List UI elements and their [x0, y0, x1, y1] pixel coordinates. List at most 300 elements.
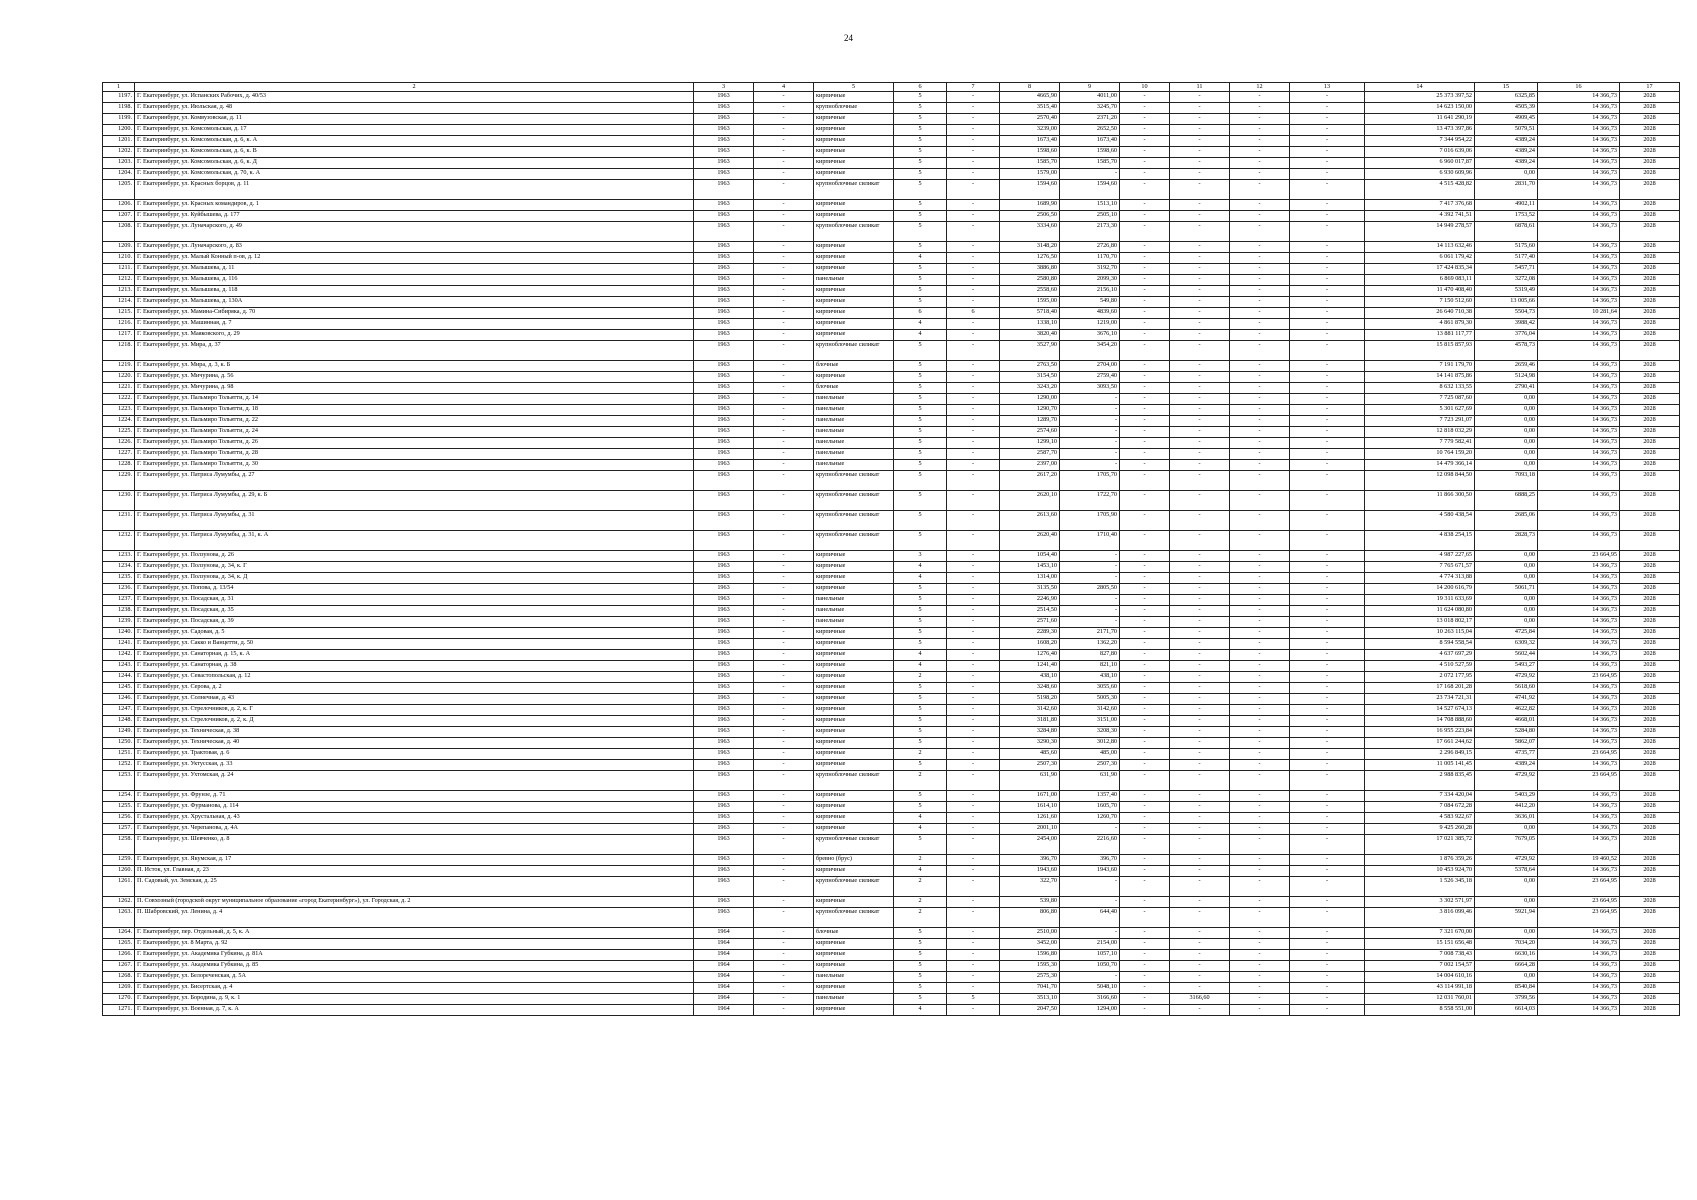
- table-cell-col-10: -: [1120, 222, 1170, 242]
- table-cell-col-12: -: [1230, 551, 1290, 562]
- table-cell-col-12: -: [1230, 264, 1290, 275]
- table-cell-col-8: 3135,50: [1000, 584, 1060, 595]
- table-cell-col-11: -: [1170, 716, 1230, 727]
- table-cell-col-6: 4: [894, 330, 947, 341]
- table-cell-col-4: -: [754, 562, 814, 573]
- table-cell-col-1: 1250.: [103, 738, 135, 749]
- table-cell-col-12: -: [1230, 595, 1290, 606]
- table-cell-col-10: -: [1120, 573, 1170, 584]
- table-cell-col-9: -: [1060, 606, 1120, 617]
- table-cell-col-12: -: [1230, 330, 1290, 341]
- table-cell-col-3: 1963: [694, 103, 754, 114]
- table-cell-col-12: -: [1230, 961, 1290, 972]
- table-cell-col-16: 14 366,73: [1538, 628, 1620, 639]
- table-cell-col-17: 2028: [1620, 661, 1680, 672]
- table-cell-col-10: -: [1120, 286, 1170, 297]
- table-cell-col-15: 6630,16: [1475, 950, 1538, 961]
- table-cell-col-3: 1963: [694, 264, 754, 275]
- table-cell-col-12: -: [1230, 180, 1290, 200]
- table-cell-col-8: 2620,10: [1000, 491, 1060, 511]
- table-cell-col-15: 7679,05: [1475, 835, 1538, 855]
- table-cell-col-8: 2574,60: [1000, 427, 1060, 438]
- table-row: [103, 416, 1680, 427]
- table-cell-col-5: кирпичные: [814, 297, 894, 308]
- table-cell-col-13: -: [1290, 427, 1365, 438]
- table-cell-col-9: 2216,60: [1060, 835, 1120, 855]
- table-cell-col-2: Г. Екатеринбург, ул. Комсомольская, д. 70, к. А: [135, 169, 694, 180]
- table-cell-col-3: 1963: [694, 449, 754, 460]
- table-cell-col-3: 1963: [694, 683, 754, 694]
- table-cell-col-4: -: [754, 661, 814, 672]
- table-cell-col-14: 17 424 835,34: [1365, 264, 1475, 275]
- table-cell-col-5: кирпичные: [814, 211, 894, 222]
- table-cell-col-1: 1261.: [103, 877, 135, 897]
- table-cell-col-14: 4 580 438,54: [1365, 511, 1475, 531]
- table-cell-col-12: -: [1230, 511, 1290, 531]
- table-cell-col-11: -: [1170, 438, 1230, 449]
- table-cell-col-10: -: [1120, 727, 1170, 738]
- table-cell-col-2: Г. Екатеринбург, ул. Бисертская, д. 4: [135, 983, 694, 994]
- table-cell-col-14: 10 453 924,70: [1365, 866, 1475, 877]
- table-cell-col-12: -: [1230, 405, 1290, 416]
- table-cell-col-12: -: [1230, 683, 1290, 694]
- table-cell-col-12: -: [1230, 771, 1290, 791]
- table-cell-col-4: -: [754, 705, 814, 716]
- table-cell-col-13: -: [1290, 683, 1365, 694]
- table-cell-col-2: Г. Екатеринбург, пер. Отдельный, д. 5, к. А: [135, 928, 694, 939]
- table-cell-col-16: 14 366,73: [1538, 584, 1620, 595]
- table-row: [103, 511, 1680, 531]
- table-cell-col-6: 5: [894, 716, 947, 727]
- column-number-cell: 2: [135, 83, 694, 92]
- table-cell-col-16: 14 366,73: [1538, 972, 1620, 983]
- table-cell-col-4: -: [754, 264, 814, 275]
- table-cell-col-4: -: [754, 383, 814, 394]
- table-cell-col-2: Г. Екатеринбург, ул. Черепанова, д. 4А: [135, 824, 694, 835]
- table-cell-col-13: -: [1290, 372, 1365, 383]
- table-cell-col-17: 2028: [1620, 242, 1680, 253]
- table-cell-col-8: 3452,00: [1000, 939, 1060, 950]
- table-cell-col-7: -: [947, 531, 1000, 551]
- table-row: [103, 405, 1680, 416]
- table-cell-col-9: 1260,70: [1060, 813, 1120, 824]
- table-cell-col-5: панельные: [814, 972, 894, 983]
- table-cell-col-5: крупноблочные силикат: [814, 491, 894, 511]
- table-cell-col-14: 23 734 721,31: [1365, 694, 1475, 705]
- table-cell-col-15: 0,00: [1475, 405, 1538, 416]
- table-cell-col-12: -: [1230, 617, 1290, 628]
- table-cell-col-7: -: [947, 802, 1000, 813]
- table-cell-col-1: 1253.: [103, 771, 135, 791]
- table-cell-col-9: 2099,30: [1060, 275, 1120, 286]
- table-cell-col-1: 1205.: [103, 180, 135, 200]
- table-cell-col-15: 13 005,66: [1475, 297, 1538, 308]
- table-cell-col-6: 5: [894, 683, 947, 694]
- table-cell-col-5: панельные: [814, 449, 894, 460]
- table-cell-col-15: 0,00: [1475, 551, 1538, 562]
- table-cell-col-16: 14 366,73: [1538, 716, 1620, 727]
- table-cell-col-12: -: [1230, 416, 1290, 427]
- table-cell-col-11: -: [1170, 136, 1230, 147]
- table-cell-col-1: 1197.: [103, 92, 135, 103]
- table-cell-col-9: -: [1060, 427, 1120, 438]
- table-cell-col-10: -: [1120, 147, 1170, 158]
- table-cell-col-9: 2704,00: [1060, 361, 1120, 372]
- table-cell-col-10: -: [1120, 275, 1170, 286]
- table-cell-col-8: 2514,50: [1000, 606, 1060, 617]
- table-cell-col-7: -: [947, 92, 1000, 103]
- table-cell-col-17: 2028: [1620, 683, 1680, 694]
- table-cell-col-5: кирпичные: [814, 813, 894, 824]
- table-cell-col-4: -: [754, 771, 814, 791]
- table-row: [103, 275, 1680, 286]
- table-cell-col-6: 5: [894, 242, 947, 253]
- table-cell-col-6: 5: [894, 606, 947, 617]
- table-cell-col-15: 0,00: [1475, 897, 1538, 908]
- table-cell-col-14: 4 392 741,51: [1365, 211, 1475, 222]
- table-row: [103, 771, 1680, 791]
- table-cell-col-14: 11 624 080,80: [1365, 606, 1475, 617]
- table-cell-col-5: кирпичные: [814, 983, 894, 994]
- table-cell-col-7: 6: [947, 308, 1000, 319]
- table-cell-col-13: -: [1290, 562, 1365, 573]
- table-cell-col-16: 14 366,73: [1538, 264, 1620, 275]
- table-row: [103, 672, 1680, 683]
- table-cell-col-5: крупноблочные силикат: [814, 908, 894, 928]
- table-cell-col-10: -: [1120, 595, 1170, 606]
- table-cell-col-13: -: [1290, 242, 1365, 253]
- table-cell-col-16: 14 366,73: [1538, 738, 1620, 749]
- table-row: [103, 222, 1680, 242]
- table-cell-col-13: -: [1290, 383, 1365, 394]
- table-cell-col-17: 2028: [1620, 595, 1680, 606]
- table-cell-col-14: 3 302 571,97: [1365, 897, 1475, 908]
- table-cell-col-9: 644,40: [1060, 908, 1120, 928]
- table-cell-col-16: 14 366,73: [1538, 694, 1620, 705]
- table-cell-col-14: 7 008 738,43: [1365, 950, 1475, 961]
- table-cell-col-9: -: [1060, 551, 1120, 562]
- table-cell-col-9: 2805,50: [1060, 584, 1120, 595]
- table-row: [103, 855, 1680, 866]
- table-row: [103, 242, 1680, 253]
- table-cell-col-4: -: [754, 308, 814, 319]
- table-cell-col-17: 2028: [1620, 341, 1680, 361]
- table-cell-col-1: 1212.: [103, 275, 135, 286]
- table-cell-col-7: -: [947, 650, 1000, 661]
- table-cell-col-3: 1963: [694, 897, 754, 908]
- table-cell-col-7: -: [947, 471, 1000, 491]
- table-cell-col-11: -: [1170, 211, 1230, 222]
- table-cell-col-13: -: [1290, 573, 1365, 584]
- table-cell-col-3: 1963: [694, 835, 754, 855]
- table-cell-col-7: -: [947, 491, 1000, 511]
- table-cell-col-17: 2028: [1620, 92, 1680, 103]
- table-cell-col-8: 1276,50: [1000, 253, 1060, 264]
- table-cell-col-11: -: [1170, 308, 1230, 319]
- table-cell-col-15: 4578,73: [1475, 341, 1538, 361]
- table-cell-col-4: -: [754, 114, 814, 125]
- table-cell-col-8: 1276,40: [1000, 650, 1060, 661]
- table-cell-col-1: 1260.: [103, 866, 135, 877]
- table-cell-col-17: 2028: [1620, 211, 1680, 222]
- table-cell-col-4: -: [754, 824, 814, 835]
- table-cell-col-8: 1338,10: [1000, 319, 1060, 330]
- table-cell-col-11: -: [1170, 531, 1230, 551]
- table-cell-col-2: П. Шабровский, ул. Ленина, д. 4: [135, 908, 694, 928]
- table-cell-col-11: -: [1170, 286, 1230, 297]
- table-cell-col-8: 1594,60: [1000, 180, 1060, 200]
- table-cell-col-9: -: [1060, 573, 1120, 584]
- table-cell-col-7: -: [947, 511, 1000, 531]
- table-cell-col-10: -: [1120, 531, 1170, 551]
- table-cell-col-12: -: [1230, 438, 1290, 449]
- table-cell-col-7: -: [947, 416, 1000, 427]
- table-cell-col-17: 2028: [1620, 760, 1680, 771]
- table-cell-col-16: 23 664,95: [1538, 877, 1620, 897]
- table-cell-col-8: 2510,00: [1000, 928, 1060, 939]
- table-cell-col-15: 5403,29: [1475, 791, 1538, 802]
- table-cell-col-1: 1265.: [103, 939, 135, 950]
- table-cell-col-4: -: [754, 180, 814, 200]
- table-cell-col-9: -: [1060, 169, 1120, 180]
- table-cell-col-8: 2575,30: [1000, 972, 1060, 983]
- table-cell-col-3: 1963: [694, 253, 754, 264]
- table-cell-col-14: 4 861 879,30: [1365, 319, 1475, 330]
- table-cell-col-10: -: [1120, 994, 1170, 1005]
- table-cell-col-17: 2028: [1620, 125, 1680, 136]
- table-cell-col-9: 1362,20: [1060, 639, 1120, 650]
- table-cell-col-17: 2028: [1620, 297, 1680, 308]
- table-cell-col-9: 3151,00: [1060, 716, 1120, 727]
- table-cell-col-13: -: [1290, 319, 1365, 330]
- table-cell-col-9: 3166,60: [1060, 994, 1120, 1005]
- table-row: [103, 835, 1680, 855]
- table-cell-col-6: 5: [894, 103, 947, 114]
- table-row: [103, 650, 1680, 661]
- table-cell-col-14: 7 084 672,28: [1365, 802, 1475, 813]
- table-cell-col-8: 1943,60: [1000, 866, 1060, 877]
- table-cell-col-14: 4 510 527,59: [1365, 661, 1475, 672]
- table-cell-col-8: 1261,60: [1000, 813, 1060, 824]
- table-cell-col-11: -: [1170, 460, 1230, 471]
- table-cell-col-12: -: [1230, 972, 1290, 983]
- table-cell-col-9: -: [1060, 877, 1120, 897]
- table-cell-col-12: -: [1230, 855, 1290, 866]
- table-cell-col-11: -: [1170, 760, 1230, 771]
- table-cell-col-8: 2620,40: [1000, 531, 1060, 551]
- table-cell-col-10: -: [1120, 866, 1170, 877]
- table-cell-col-15: 5319,49: [1475, 286, 1538, 297]
- table-cell-col-3: 1963: [694, 427, 754, 438]
- table-cell-col-10: -: [1120, 264, 1170, 275]
- table-cell-col-13: -: [1290, 531, 1365, 551]
- table-cell-col-6: 5: [894, 727, 947, 738]
- table-cell-col-8: 1299,10: [1000, 438, 1060, 449]
- table-cell-col-13: -: [1290, 835, 1365, 855]
- table-cell-col-17: 2028: [1620, 824, 1680, 835]
- table-cell-col-2: Г. Екатеринбург, ул. Малышева, д. 118: [135, 286, 694, 297]
- table-cell-col-11: -: [1170, 855, 1230, 866]
- table-cell-col-10: -: [1120, 639, 1170, 650]
- table-cell-col-3: 1963: [694, 562, 754, 573]
- table-cell-col-5: кирпичные: [814, 562, 894, 573]
- table-cell-col-10: -: [1120, 694, 1170, 705]
- table-cell-col-13: -: [1290, 939, 1365, 950]
- table-cell-col-7: -: [947, 286, 1000, 297]
- table-cell-col-7: 5: [947, 994, 1000, 1005]
- table-cell-col-7: -: [947, 405, 1000, 416]
- table-cell-col-2: Г. Екатеринбург, ул. Комсомольская, д. 6, к. А: [135, 136, 694, 147]
- table-cell-col-3: 1963: [694, 617, 754, 628]
- table-cell-col-10: -: [1120, 760, 1170, 771]
- table-cell-col-4: -: [754, 551, 814, 562]
- table-cell-col-2: Г. Екатеринбург, ул. Якумская, д. 17: [135, 855, 694, 866]
- table-cell-col-15: 4622,82: [1475, 705, 1538, 716]
- table-cell-col-4: -: [754, 983, 814, 994]
- table-cell-col-13: -: [1290, 928, 1365, 939]
- table-cell-col-15: 5061,71: [1475, 584, 1538, 595]
- table-cell-col-5: кирпичные: [814, 147, 894, 158]
- table-cell-col-2: Г. Екатеринбург, ул. Мира, д. 3, к. Б: [135, 361, 694, 372]
- table-cell-col-8: 806,80: [1000, 908, 1060, 928]
- table-cell-col-9: 3208,30: [1060, 727, 1120, 738]
- table-cell-col-17: 2028: [1620, 136, 1680, 147]
- table-cell-col-17: 2028: [1620, 866, 1680, 877]
- table-cell-col-4: -: [754, 835, 814, 855]
- table-cell-col-11: -: [1170, 877, 1230, 897]
- table-cell-col-13: -: [1290, 253, 1365, 264]
- table-cell-col-11: -: [1170, 242, 1230, 253]
- table-cell-col-16: 14 366,73: [1538, 136, 1620, 147]
- table-cell-col-2: Г. Екатеринбург, ул. Куйбышева, д. 177: [135, 211, 694, 222]
- table-cell-col-4: -: [754, 866, 814, 877]
- table-cell-col-14: 14 623 150,00: [1365, 103, 1475, 114]
- table-cell-col-15: 8540,84: [1475, 983, 1538, 994]
- table-cell-col-15: 0,00: [1475, 573, 1538, 584]
- table-cell-col-11: -: [1170, 562, 1230, 573]
- table-cell-col-16: 23 664,95: [1538, 672, 1620, 683]
- table-cell-col-15: 0,00: [1475, 595, 1538, 606]
- table-cell-col-4: -: [754, 330, 814, 341]
- table-cell-col-1: 1206.: [103, 200, 135, 211]
- table-row: [103, 683, 1680, 694]
- table-cell-col-4: -: [754, 606, 814, 617]
- table-cell-col-11: -: [1170, 802, 1230, 813]
- table-cell-col-6: 2: [894, 672, 947, 683]
- table-cell-col-11: -: [1170, 727, 1230, 738]
- table-cell-col-10: -: [1120, 961, 1170, 972]
- table-cell-col-17: 2028: [1620, 1005, 1680, 1016]
- table-cell-col-17: 2028: [1620, 983, 1680, 994]
- table-cell-col-11: -: [1170, 158, 1230, 169]
- table-cell-col-6: 4: [894, 562, 947, 573]
- table-cell-col-3: 1963: [694, 330, 754, 341]
- table-cell-col-1: 1263.: [103, 908, 135, 928]
- table-row: [103, 264, 1680, 275]
- table-cell-col-7: -: [947, 694, 1000, 705]
- table-cell-col-13: -: [1290, 813, 1365, 824]
- table-cell-col-4: -: [754, 908, 814, 928]
- table-row: [103, 727, 1680, 738]
- table-cell-col-4: -: [754, 650, 814, 661]
- table-cell-col-6: 5: [894, 169, 947, 180]
- table-cell-col-7: -: [947, 341, 1000, 361]
- table-cell-col-4: -: [754, 961, 814, 972]
- table-cell-col-1: 1269.: [103, 983, 135, 994]
- table-cell-col-12: -: [1230, 897, 1290, 908]
- table-cell-col-8: 3513,10: [1000, 994, 1060, 1005]
- housing-register-table: [102, 82, 1680, 1016]
- table-cell-col-15: 0,00: [1475, 394, 1538, 405]
- table-cell-col-5: крупноблочные силикат: [814, 471, 894, 491]
- table-cell-col-17: 2028: [1620, 275, 1680, 286]
- table-cell-col-13: -: [1290, 460, 1365, 471]
- table-cell-col-10: -: [1120, 972, 1170, 983]
- table-cell-col-14: 6 061 179,42: [1365, 253, 1475, 264]
- table-cell-col-6: 5: [894, 595, 947, 606]
- table-cell-col-5: кирпичные: [814, 866, 894, 877]
- table-cell-col-12: -: [1230, 92, 1290, 103]
- table-cell-col-17: 2028: [1620, 169, 1680, 180]
- table-cell-col-14: 12 098 844,50: [1365, 471, 1475, 491]
- table-cell-col-12: -: [1230, 877, 1290, 897]
- table-cell-col-15: 0,00: [1475, 824, 1538, 835]
- table-cell-col-4: -: [754, 939, 814, 950]
- table-cell-col-16: 14 366,73: [1538, 939, 1620, 950]
- table-cell-col-15: 3799,56: [1475, 994, 1538, 1005]
- table-cell-col-8: 5198,20: [1000, 694, 1060, 705]
- table-cell-col-10: -: [1120, 416, 1170, 427]
- table-cell-col-3: 1963: [694, 824, 754, 835]
- column-number-cell: 4: [754, 83, 814, 92]
- table-cell-col-7: -: [947, 573, 1000, 584]
- table-cell-col-16: 14 366,73: [1538, 950, 1620, 961]
- table-cell-col-4: -: [754, 341, 814, 361]
- table-cell-col-13: -: [1290, 449, 1365, 460]
- table-row: [103, 928, 1680, 939]
- table-cell-col-9: 438,10: [1060, 672, 1120, 683]
- table-cell-col-14: 11 866 300,50: [1365, 491, 1475, 511]
- table-cell-col-13: -: [1290, 511, 1365, 531]
- table-cell-col-10: -: [1120, 1005, 1170, 1016]
- table-cell-col-2: Г. Екатеринбург, ул. Июльская, д. 48: [135, 103, 694, 114]
- table-cell-col-14: 13 881 117,77: [1365, 330, 1475, 341]
- table-cell-col-6: 5: [894, 628, 947, 639]
- table-cell-col-1: 1242.: [103, 650, 135, 661]
- table-cell-col-11: -: [1170, 791, 1230, 802]
- table-cell-col-17: 2028: [1620, 939, 1680, 950]
- table-cell-col-17: 2028: [1620, 908, 1680, 928]
- table-cell-col-3: 1964: [694, 961, 754, 972]
- table-cell-col-4: -: [754, 460, 814, 471]
- table-cell-col-2: Г. Екатеринбург, ул. Пальмиро Тольятти, д. 26: [135, 438, 694, 449]
- table-cell-col-8: 2613,60: [1000, 511, 1060, 531]
- table-cell-col-4: -: [754, 877, 814, 897]
- table-cell-col-7: -: [947, 169, 1000, 180]
- table-cell-col-15: 6664,28: [1475, 961, 1538, 972]
- table-cell-col-14: 7 344 954,22: [1365, 136, 1475, 147]
- table-row: [103, 897, 1680, 908]
- table-cell-col-10: -: [1120, 824, 1170, 835]
- table-cell-col-5: кирпичные: [814, 672, 894, 683]
- table-cell-col-14: 3 816 099,46: [1365, 908, 1475, 928]
- table-cell-col-13: -: [1290, 211, 1365, 222]
- table-cell-col-4: -: [754, 897, 814, 908]
- table-cell-col-6: 5: [894, 460, 947, 471]
- table-cell-col-6: 5: [894, 972, 947, 983]
- table-cell-col-2: Г. Екатеринбург, ул. Комвузовская, д. 11: [135, 114, 694, 125]
- table-cell-col-16: 14 366,73: [1538, 180, 1620, 200]
